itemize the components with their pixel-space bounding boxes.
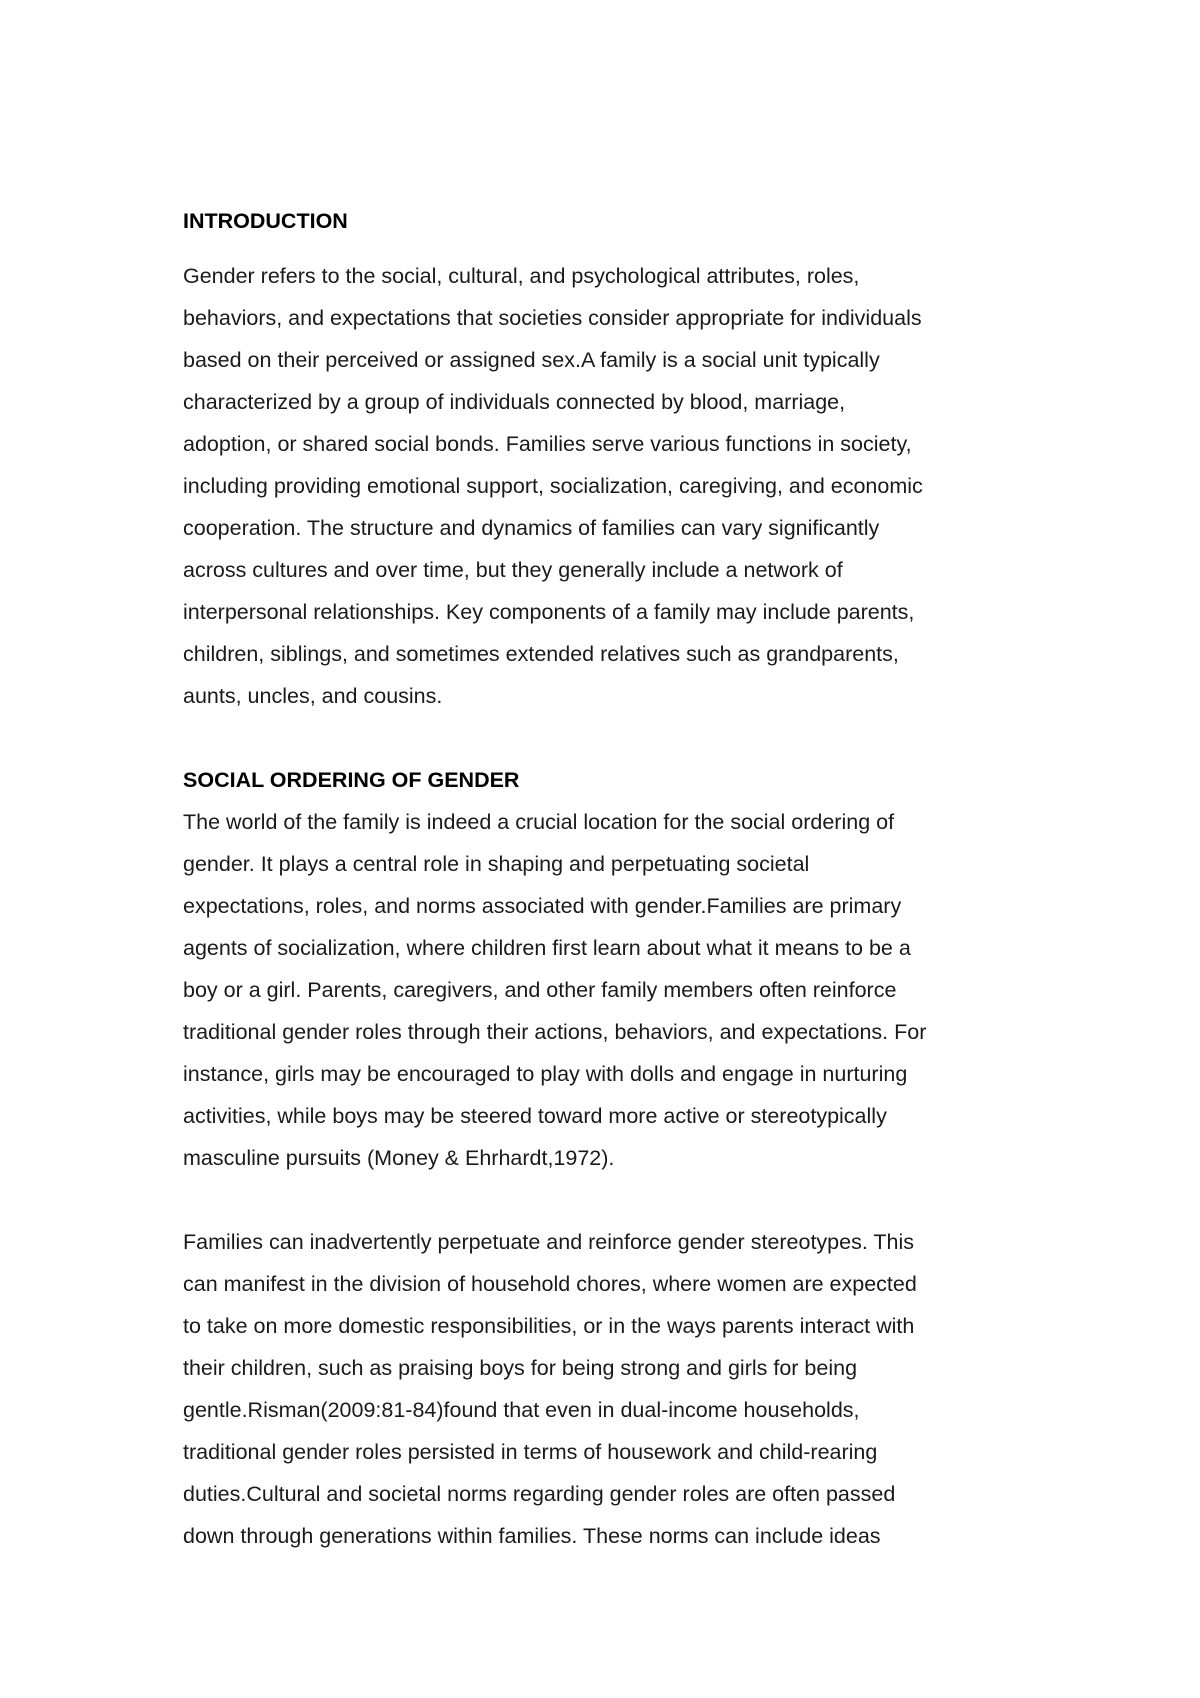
text-line: gentle.Risman(2009:81-84)found that even in dual-income households,	[183, 1398, 860, 1422]
text-line: masculine pursuits (Money & Ehrhardt,1972).	[183, 1146, 615, 1170]
text-line: activities, while boys may be steered toward more active or stereotypically	[183, 1104, 887, 1128]
text-line: cooperation. The structure and dynamics of families can vary significantly	[183, 516, 880, 540]
intro-paragraph	[183, 255, 1033, 717]
text-line: their children, such as praising boys for being strong and girls for being	[183, 1356, 858, 1380]
social-ordering-paragraph-1	[183, 801, 1033, 1179]
text-line: The world of the family is indeed a crucial location for the social ordering of	[183, 810, 895, 834]
text-line: behaviors, and expectations that societies consider appropriate for individuals	[183, 306, 922, 330]
text-line: down through generations within families. These norms can include ideas	[183, 1524, 881, 1548]
text-line: adoption, or shared social bonds. Families serve various functions in society,	[183, 432, 912, 456]
text-line: characterized by a group of individuals connected by blood, marriage,	[183, 390, 846, 414]
text-line: agents of socialization, where children first learn about what it means to be a	[183, 936, 911, 960]
document-body	[183, 200, 1033, 1557]
text-line: duties.Cultural and societal norms regarding gender roles are often passed	[183, 1482, 896, 1506]
text-line: gender. It plays a central role in shaping and perpetuating societal	[183, 852, 810, 876]
paragraph-spacer	[183, 717, 1033, 759]
text-line: expectations, roles, and norms associated with gender.Families are primary	[183, 894, 902, 918]
text-line: traditional gender roles persisted in terms of housework and child-rearing	[183, 1440, 878, 1464]
text-line: instance, girls may be encouraged to play with dolls and engage in nurturing	[183, 1062, 908, 1086]
text-line: traditional gender roles through their actions, behaviors, and expectations. For	[183, 1020, 927, 1044]
text-line: including providing emotional support, socialization, caregiving, and economic	[183, 474, 923, 498]
text-line: to take on more domestic responsibilities, or in the ways parents interact with	[183, 1314, 915, 1338]
text-line: interpersonal relationships. Key components of a family may include parents,	[183, 600, 915, 624]
section-heading-introduction: INTRODUCTION	[183, 209, 348, 233]
text-line: based on their perceived or assigned sex.A family is a social unit typically	[183, 348, 880, 372]
text-line: Families can inadvertently perpetuate and reinforce gender stereotypes. This	[183, 1230, 915, 1254]
text-line: Gender refers to the social, cultural, and psychological attributes, roles,	[183, 264, 860, 288]
section-heading-social-ordering: SOCIAL ORDERING OF GENDER	[183, 768, 520, 792]
text-line: boy or a girl. Parents, caregivers, and other family members often reinforce	[183, 978, 897, 1002]
social-ordering-paragraph-2	[183, 1221, 1033, 1557]
text-line: aunts, uncles, and cousins.	[183, 684, 443, 708]
paragraph-spacer	[183, 1179, 1033, 1221]
text-line: can manifest in the division of household chores, where women are expected	[183, 1272, 917, 1296]
text-line: across cultures and over time, but they generally include a network of	[183, 558, 843, 582]
text-line: children, siblings, and sometimes extended relatives such as grandparents,	[183, 642, 899, 666]
